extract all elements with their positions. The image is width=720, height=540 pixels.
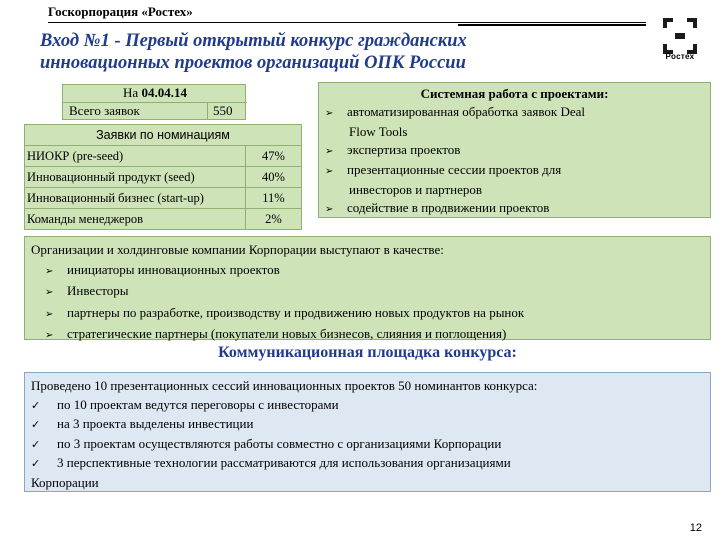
system-work-box: [318, 82, 711, 218]
nominations-header: Заявки по номинациям: [25, 125, 302, 146]
title-line-2: инновационных проектов организаций ОПК России: [40, 53, 466, 73]
total-value: 550: [213, 103, 233, 118]
nomination-name: НИОКР (pre-seed): [25, 146, 246, 167]
arrow-bullet-icon: ➢: [325, 166, 334, 177]
list-item-text: по 3 проектам осуществляются работы совместно с организациями Корпорации: [57, 435, 502, 451]
checkmark-icon: ✓: [31, 398, 41, 412]
list-item: [31, 396, 704, 416]
table-header-row: [25, 125, 302, 146]
list-item: [31, 435, 704, 455]
date-value: 04.04.14: [141, 85, 187, 100]
list-item-text: партнеры по разработке, производству и продвижению новых продуктов на рынок: [67, 304, 525, 320]
arrow-bullet-icon: ➢: [45, 308, 54, 320]
total-label: Всего заявок: [69, 103, 140, 118]
checkmark-icon: ✓: [31, 437, 41, 451]
list-item-text: стратегические партнеры (покупатели новых бизнесов, слияния и поглощения): [67, 326, 507, 341]
arrow-bullet-icon: ➢: [325, 204, 334, 215]
list-item: [31, 324, 704, 346]
results-tail: Корпорации: [31, 474, 99, 490]
arrow-bullet-icon: ➢: [45, 265, 54, 277]
nomination-name: Инновационный продукт (seed): [25, 167, 246, 188]
list-item-text: 3 перспективные технологии рассматриваются для использования организациями: [57, 455, 511, 470]
list-item-text: инициаторы инновационных проектов: [67, 261, 280, 277]
table-row: [25, 167, 302, 188]
date-prefix: На: [123, 85, 139, 100]
list-item-text: содействие в продвижении проектов: [347, 200, 550, 215]
list-item-text: Инвесторы: [67, 283, 129, 298]
nomination-name: Инновационный бизнес (start-up): [25, 188, 246, 209]
date-box: [62, 84, 246, 120]
list-item: [31, 281, 704, 303]
organizations-box: [24, 236, 711, 340]
list-item-continuation: инвесторов и партнеров: [349, 182, 483, 197]
header-org: Госкорпорация «Ростех»: [48, 4, 193, 19]
list-item-text: на 3 проекта выделены инвестиции: [57, 416, 254, 431]
nomination-pct: 47%: [246, 146, 302, 167]
nominations-table: [24, 124, 302, 230]
list-item-text: экспертиза проектов: [347, 142, 461, 157]
checkmark-icon: ✓: [31, 418, 41, 431]
results-intro: Проведено 10 презентационных сессий инновационных проектов 50 номинантов конкурса:: [31, 378, 538, 393]
date-label: [63, 85, 247, 101]
arrow-bullet-icon: ➢: [45, 330, 54, 341]
list-item: [325, 199, 704, 219]
list-item-text: автоматизированная обработка заявок Deal: [347, 104, 585, 119]
list-item: [325, 141, 704, 161]
logo-text: Ростех: [665, 52, 695, 61]
list-item: [325, 161, 704, 181]
table-row: [25, 209, 302, 230]
nomination-pct: 2%: [246, 209, 302, 230]
system-work-title: Системная работа с проектами:: [420, 86, 609, 101]
nomination-pct: 11%: [246, 188, 302, 209]
list-item: [31, 415, 704, 435]
header-divider-thick: [458, 24, 646, 26]
nomination-name: Команды менеджеров: [25, 209, 246, 230]
list-item: [31, 454, 704, 474]
arrow-bullet-icon: ➢: [45, 287, 54, 298]
page-title: [40, 30, 520, 74]
arrow-bullet-icon: ➢: [325, 108, 334, 119]
organizations-intro: Организации и холдинговые компании Корпорации выступают в качестве:: [31, 242, 444, 257]
checkmark-icon: ✓: [31, 457, 41, 470]
list-item-text: презентационные сессии проектов для: [347, 162, 562, 177]
page-number: 12: [689, 522, 702, 534]
list-item-text: по 10 проектам ведутся переговоры с инвесторами: [57, 396, 339, 412]
list-item: [31, 260, 704, 282]
list-item: [325, 103, 704, 123]
date-divider-vertical: [207, 102, 208, 120]
nomination-pct: 40%: [246, 167, 302, 188]
table-row: [25, 146, 302, 167]
communication-title: Коммуникационная площадка конкурса:: [218, 344, 517, 361]
results-box: [24, 372, 711, 492]
table-row: [25, 188, 302, 209]
arrow-bullet-icon: ➢: [325, 146, 334, 157]
list-item-continuation: Flow Tools: [349, 124, 408, 139]
title-line-1: Вход №1 - Первый открытый конкурс гражданских: [40, 31, 467, 51]
header-divider: [48, 22, 646, 23]
list-item: [31, 303, 704, 325]
